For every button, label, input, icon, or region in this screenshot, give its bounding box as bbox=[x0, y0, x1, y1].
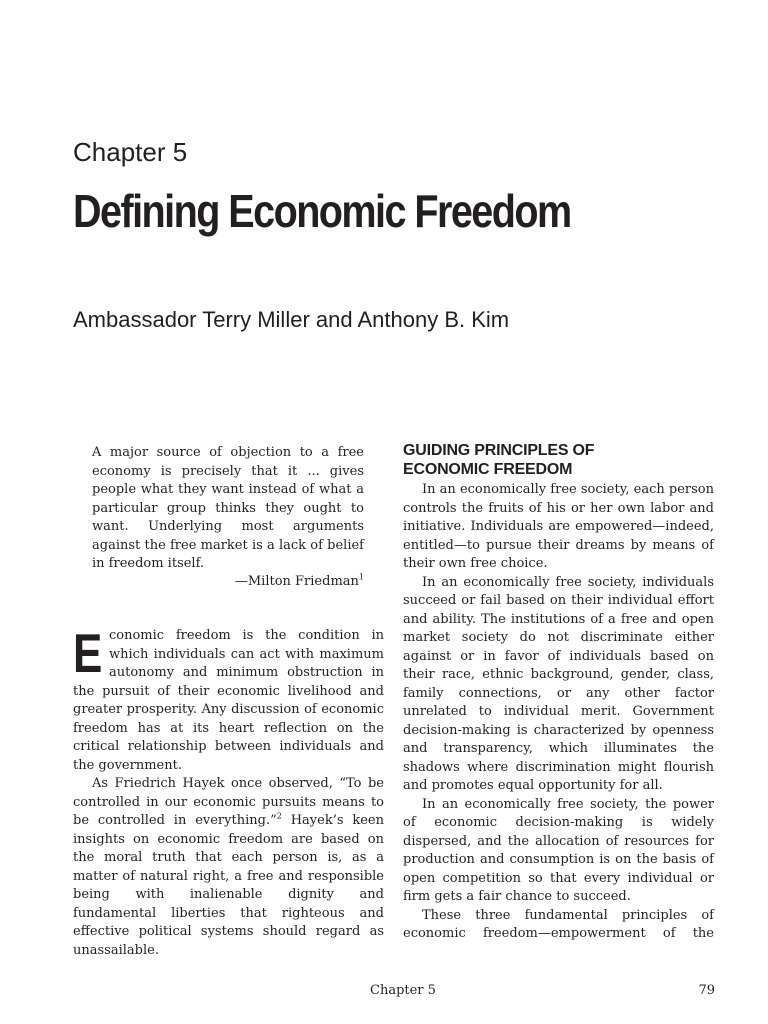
principle-paragraph-2: In an economically free society, individuals succeed or fail based on their individual effort and ability. The institutions of a free and open market society do not discriminate either against or in favor of individuals based on their race, ethnic background, gender, class, family connections, or any other factor unrelated to individual merit. Government decision-making is characterized by openness and transparency, which illuminates the shadows where discrimination might flourish and promotes equal opportunity for all. bbox=[403, 574, 714, 793]
chapter-title: Defining Economic Freedom bbox=[73, 185, 571, 237]
section-heading bbox=[403, 441, 714, 479]
principle-paragraph-1: In an economically free society, each person controls the fruits of his or her own labor and initiative. Individuals are empowered—indeed, entitled—to pursue their dreams by means of their own free choice. bbox=[403, 482, 714, 571]
principle-paragraph-4: These three fundamental principles of economic freedom—empowerment of the bbox=[403, 907, 714, 941]
footer-running-head: Chapter 5 bbox=[370, 983, 436, 998]
authors-line: Ambassador Terry Miller and Anthony B. Kim bbox=[73, 307, 510, 332]
drop-cap: E bbox=[73, 622, 103, 684]
principle-paragraph-3: In an economically free society, the power of economic decision-making is widely dispersed, and the allocation of resources for production and consumption is on the basis of open competition so that every individual or firm gets a fair chance to succeed. bbox=[403, 796, 714, 904]
intro-paragraph-text: conomic freedom is the condition in which individuals can act with maximum autonomy and minimum obstruction in the pursuit of their economic livelihood and greater prosperity. Any discussion of economic freedom has at its heart reflection on the critical relationship between individuals and the government. bbox=[73, 628, 384, 773]
hayek-quote-text: As Friedrich Hayek once observed, “To be controlled in our economic pursuits means to be controlled in everything.” bbox=[73, 776, 384, 828]
section-heading-line1: GUIDING PRINCIPLES OF bbox=[403, 442, 595, 459]
section-heading-line2: ECONOMIC FREEDOM bbox=[403, 461, 573, 478]
footnote-ref-1: 1 bbox=[358, 572, 364, 582]
epigraph-attribution bbox=[92, 573, 364, 592]
footnote-ref-2: 2 bbox=[276, 811, 282, 821]
epigraph-quote bbox=[92, 444, 364, 574]
page-number: 79 bbox=[698, 983, 715, 998]
chapter-label: Chapter 5 bbox=[73, 137, 188, 167]
epigraph-text: A major source of objection to a free economy is precisely that it ... gives people what they want instead of what a particular group thinks they ought to want. Underlying most arguments against the free market is a lack of belief in freedom itself. bbox=[92, 445, 364, 571]
right-column bbox=[403, 481, 714, 944]
intro-paragraph bbox=[73, 622, 384, 775]
hayek-paragraph bbox=[73, 775, 384, 960]
left-column bbox=[73, 622, 384, 960]
hayek-paragraph-text: Hayek’s keen insights on economic freedom are based on the moral truth that each person is, as a matter of natural right, a free and responsible being with inalienable dignity and fundamental liberties that righteous and effective political systems should regard as unassailable. bbox=[73, 813, 384, 958]
epigraph-author: —Milton Friedman bbox=[234, 574, 359, 589]
